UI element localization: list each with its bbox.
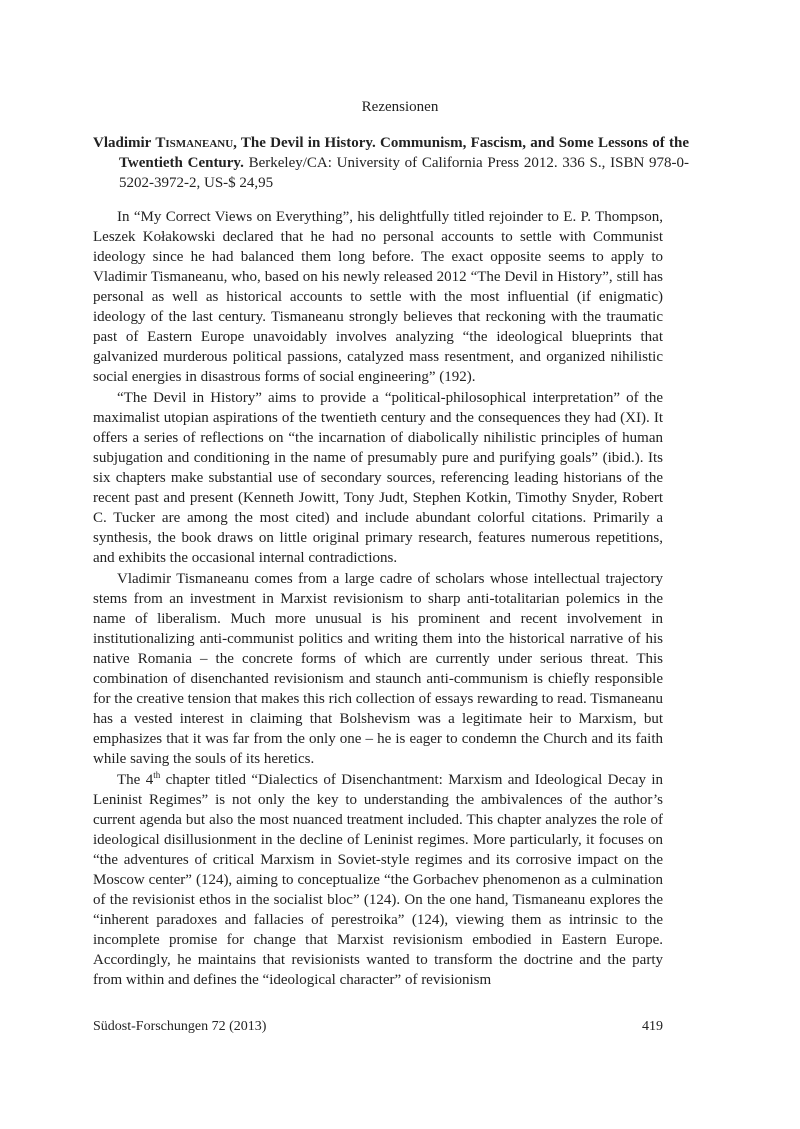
review-body bbox=[93, 207, 663, 990]
ordinal-superscript: th bbox=[153, 770, 161, 780]
publication-details: Berkeley/CA: University of California Press 2012. 336 S., ISBN 978-0-5202-3972-2, US-$ 24,95 bbox=[119, 155, 689, 191]
paragraph-3: Vladimir Tismaneanu comes from a large cadre of scholars whose intellectual trajectory stems from an investment in Marxist revisionism to sharp anti-totalitarian polemics in the name of liberalism. Much more unusual is his prominent and recent involvement in institutionalizing anti-communist politics and writing them into the historical narrative of his native Romania – the concrete forms of which are currently under serious threat. This combination of disenchanted revisionism and staunch anti-communism is chiefly responsible for the creative tension that makes this rich collection of essays rewarding to read. Tismaneanu has a vested interest in claiming that Bolshevism was a legitimate heir to Marxism, but emphasizes that it was far from the only one – he is eager to condemn the Church and its faith while saving the souls of its heretics. bbox=[93, 571, 663, 767]
author-first-name: Vladimir bbox=[93, 135, 156, 151]
journal-footer: Südost-Forschungen 72 (2013) bbox=[93, 1019, 267, 1034]
paragraph-1: In “My Correct Views on Everything”, his delightfully titled rejoinder to E. P. Thompson, Leszek Kołakowski declared that he had no personal accounts to settle with Communist ideology since he had balanced them long before. The exact opposite seems to apply to Vladimir Tismaneanu, who, based on his newly released 2012 “The Devil in History”, still has personal as well as historical accounts to settle with the most influential (if enigmatic) ideology of the last century. Tismaneanu strongly believes that reckoning with the traumatic past of Eastern Europe unavoidably involves analyzing “the ideological blueprints that galvanized murderous political passions, catalyzed mass resentment, and organized nihilistic social energies in disastrous forms of social engineering” (192). bbox=[93, 209, 663, 385]
paragraph-4 bbox=[93, 770, 663, 990]
author-last-name: Tismaneanu bbox=[155, 135, 234, 151]
paragraph-4-start: The 4 bbox=[117, 772, 154, 788]
paragraph-2: “The Devil in History” aims to provide a “political-philosophical interpretation” of the maximalist utopian aspirations of the twentieth century and the consequences they had (XI). It offers a series of reflections on “the incarnation of diabolically nihilistic principles of human subjugation and conditioning in the name of presumably pure and purifying goals” (ibid.). Its six chapters make substantial use of secondary sources, referencing leading historians of the recent past and present (Kenneth Jowitt, Tony Judt, Stephen Kotkin, Timothy Snyder, Robert C. Tucker are among the most cited) and include abundant colorful citations. Primarily a synthesis, the book draws on little original primary research, features numerous repetitions, and exhibits the occasional internal contradictions. bbox=[93, 390, 663, 566]
book-title: , The Devil in History. Communism, Fascism, and Some Lessons of the Twentieth Century. bbox=[119, 135, 689, 171]
book-citation bbox=[93, 133, 689, 193]
page-number: 419 bbox=[642, 1019, 663, 1034]
running-head: Rezensionen bbox=[361, 99, 439, 115]
paragraph-4-rest: chapter titled “Dialectics of Disenchantment: Marxism and Ideological Decay in Leninist Regimes” is not only the key to understanding the ambivalences of the author’s current agenda but also the most nuanced treatment included. This chapter analyzes the role of ideological disillusionment in the decline of Leninist regimes. More particularly, it focuses on “the adventures of critical Marxism in Soviet-style regimes and its corrosive impact on the Moscow center” (124), aiming to conceptualize “the Gorbachev phenomenon as a culmination of the revisionist ethos in the socialist bloc” (124). On the one hand, Tismaneanu explores the “inherent paradoxes and fallacies of perestroika” (124), viewing them as intrinsic to the incomplete promise for change that Marxist revisionism embodied in Eastern Europe. Accordingly, he maintains that revisionists wanted to transform the doctrine and the party from within and defines the “ideological character” of revisionism bbox=[93, 772, 663, 988]
